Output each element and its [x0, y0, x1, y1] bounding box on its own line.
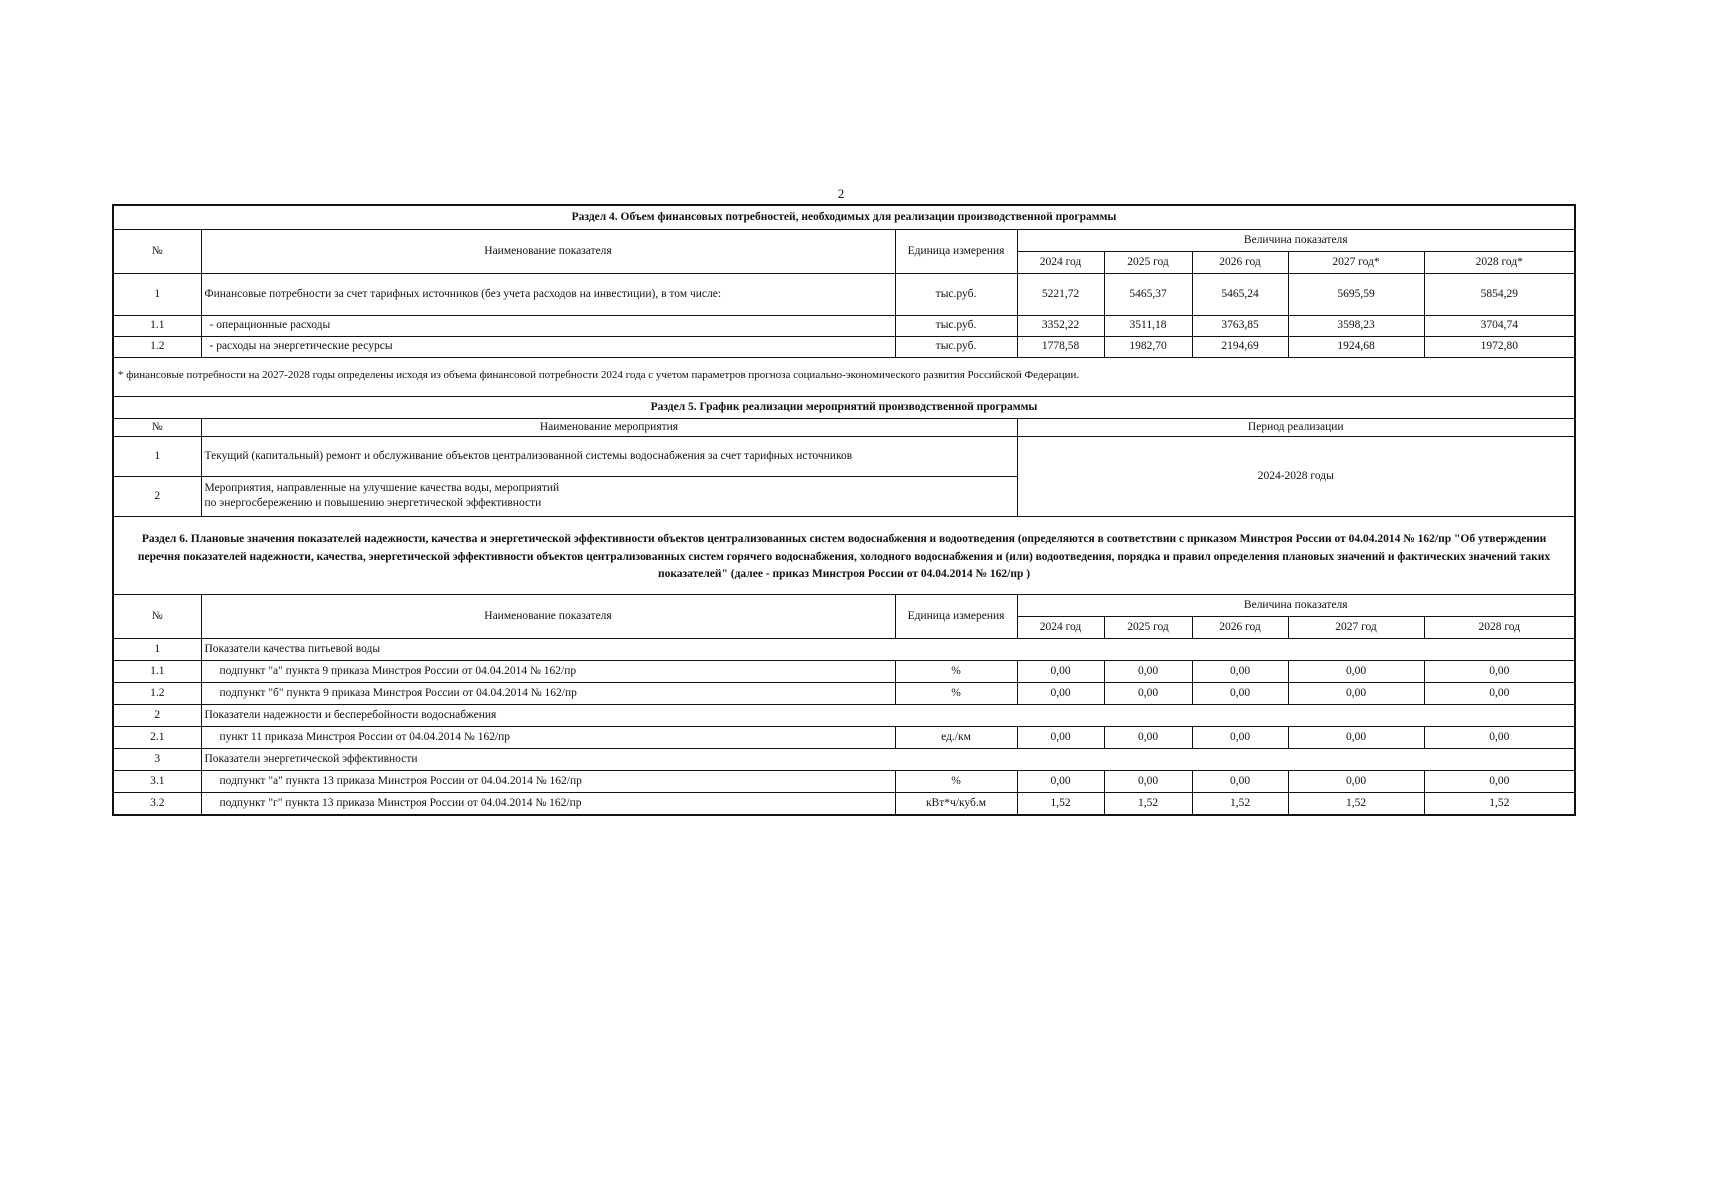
row-unit: кВт*ч/куб.м	[895, 793, 1017, 815]
row-value: 0,00	[1017, 771, 1104, 793]
row-value: 0,00	[1424, 727, 1575, 749]
row-value: 5221,72	[1017, 273, 1104, 315]
row-value: 0,00	[1288, 661, 1424, 683]
row-value: 3352,22	[1017, 315, 1104, 336]
s4-year: 2026 год	[1192, 251, 1288, 273]
group-no: 3	[113, 749, 201, 771]
row-name: подпункт "а" пункта 9 приказа Минстроя России от 04.04.2014 № 162/пр	[201, 661, 895, 683]
group-row	[113, 749, 1575, 771]
row-no: 1	[113, 273, 201, 315]
s6-year: 2026 год	[1192, 617, 1288, 639]
row-no: 1	[113, 436, 201, 476]
row-value: 1778,58	[1017, 336, 1104, 357]
group-no: 1	[113, 639, 201, 661]
group-row	[113, 705, 1575, 727]
row-unit: ед./км	[895, 727, 1017, 749]
row-value: 0,00	[1104, 727, 1192, 749]
table-row	[113, 683, 1575, 705]
row-value: 5465,37	[1104, 273, 1192, 315]
s4-header-name: Наименование показателя	[201, 229, 895, 273]
s4-header-no: №	[113, 229, 201, 273]
row-unit: тыс.руб.	[895, 336, 1017, 357]
row-no: 3.1	[113, 771, 201, 793]
s4-header-unit: Единица измерения	[895, 229, 1017, 273]
row-value: 5465,24	[1192, 273, 1288, 315]
s6-year: 2027 год	[1288, 617, 1424, 639]
s6-year: 2028 год	[1424, 617, 1575, 639]
row-value: 0,00	[1104, 771, 1192, 793]
row-no: 1.1	[113, 315, 201, 336]
s4-year: 2025 год	[1104, 251, 1192, 273]
s5-header-name: Наименование мероприятия	[201, 418, 1017, 436]
row-name-line: Мероприятия, направленные на улучшение качества воды, мероприятий	[204, 482, 560, 495]
s6-header-name: Наименование показателя	[201, 595, 895, 639]
row-value: 0,00	[1017, 683, 1104, 705]
row-name: - расходы на энергетические ресурсы	[201, 336, 895, 357]
row-value: 0,00	[1104, 683, 1192, 705]
group-name: Показатели энергетической эффективности	[201, 749, 1575, 771]
row-value: 3511,18	[1104, 315, 1192, 336]
row-value: 0,00	[1288, 683, 1424, 705]
row-unit: тыс.руб.	[895, 273, 1017, 315]
row-value: 1,52	[1192, 793, 1288, 815]
s4-header-value: Величина показателя	[1017, 229, 1575, 251]
row-value: 1,52	[1288, 793, 1424, 815]
production-program-table	[112, 204, 1576, 816]
row-name: пункт 11 приказа Минстроя России от 04.04.2014 № 162/пр	[201, 727, 895, 749]
group-name: Показатели качества питьевой воды	[201, 639, 1575, 661]
s6-year: 2024 год	[1017, 617, 1104, 639]
row-value: 0,00	[1192, 683, 1288, 705]
table-row	[113, 436, 1575, 476]
row-no: 1.2	[113, 683, 201, 705]
s5-header-no: №	[113, 418, 201, 436]
table-row	[113, 336, 1575, 357]
table-row	[113, 771, 1575, 793]
row-no: 1.2	[113, 336, 201, 357]
row-value: 1924,68	[1288, 336, 1424, 357]
row-unit: %	[895, 683, 1017, 705]
row-value: 0,00	[1017, 727, 1104, 749]
row-value: 0,00	[1288, 771, 1424, 793]
group-row	[113, 639, 1575, 661]
row-value: 0,00	[1288, 727, 1424, 749]
row-value: 1972,80	[1424, 336, 1575, 357]
row-no: 2.1	[113, 727, 201, 749]
page-number: 2	[837, 186, 845, 201]
s6-year: 2025 год	[1104, 617, 1192, 639]
row-name: Текущий (капитальный) ремонт и обслуживание объектов централизованной системы водоснабжения за счет тарифных источников	[201, 436, 1017, 476]
row-name: подпункт "г" пункта 13 приказа Минстроя России от 04.04.2014 № 162/пр	[201, 793, 895, 815]
row-value: 0,00	[1017, 661, 1104, 683]
table-row	[113, 315, 1575, 336]
row-value: 0,00	[1192, 727, 1288, 749]
row-value: 1,52	[1104, 793, 1192, 815]
row-name	[201, 476, 1017, 516]
section5-title: Раздел 5. График реализации мероприятий производственной программы	[113, 396, 1575, 418]
s4-year: 2027 год*	[1288, 251, 1424, 273]
s5-period-value: 2024-2028 годы	[1017, 436, 1575, 516]
row-value: 2194,69	[1192, 336, 1288, 357]
row-value: 1,52	[1424, 793, 1575, 815]
table-row	[113, 793, 1575, 815]
s6-header-unit: Единица измерения	[895, 595, 1017, 639]
row-value: 0,00	[1424, 661, 1575, 683]
s6-header-value: Величина показателя	[1017, 595, 1575, 617]
row-value: 1982,70	[1104, 336, 1192, 357]
table-row	[113, 273, 1575, 315]
row-name: подпункт "а" пункта 13 приказа Минстроя России от 04.04.2014 № 162/пр	[201, 771, 895, 793]
row-name: - операционные расходы	[201, 315, 895, 336]
row-value: 0,00	[1192, 771, 1288, 793]
section4-footnote: * финансовые потребности на 2027-2028 годы определены исходя из объема финансовой потребности 2024 года с учетом параметров прогноза социально-экономического развития Российской Федерации.	[113, 357, 1575, 396]
row-value: 3598,23	[1288, 315, 1424, 336]
row-value: 0,00	[1424, 683, 1575, 705]
row-unit: тыс.руб.	[895, 315, 1017, 336]
row-value: 3704,74	[1424, 315, 1575, 336]
row-value: 1,52	[1017, 793, 1104, 815]
s5-header-period: Период реализации	[1017, 418, 1575, 436]
row-value: 0,00	[1104, 661, 1192, 683]
group-no: 2	[113, 705, 201, 727]
row-no: 3.2	[113, 793, 201, 815]
table-row	[113, 661, 1575, 683]
row-value: 5854,29	[1424, 273, 1575, 315]
s6-header-no: №	[113, 595, 201, 639]
row-value: 5695,59	[1288, 273, 1424, 315]
group-name: Показатели надежности и бесперебойности водоснабжения	[201, 705, 1575, 727]
table-row	[113, 727, 1575, 749]
row-unit: %	[895, 771, 1017, 793]
row-no: 2	[113, 476, 201, 516]
section4-title: Раздел 4. Объем финансовых потребностей, необходимых для реализации производственной программы	[113, 205, 1575, 229]
s4-year: 2024 год	[1017, 251, 1104, 273]
row-name: подпункт "б" пункта 9 приказа Минстроя России от 04.04.2014 № 162/пр	[201, 683, 895, 705]
s4-year: 2028 год*	[1424, 251, 1575, 273]
row-no: 1.1	[113, 661, 201, 683]
row-value: 0,00	[1192, 661, 1288, 683]
section6-title: Раздел 6. Плановые значения показателей надежности, качества и энергетической эффективности объектов централизованных систем водоснабжения и водоотведения (определяются в соответствии с приказом Минстроя России от 04.04.2014 № 162/пр "Об утверждении перечня показателей надежности, качества, энергетической эффективности объектов централизованных систем горячего водоснабжения, холодного водоснабжения и (или) водоотведения, порядка и правил определения плановых значений и фактических значений таких показателей" (далее - приказ Минстроя России от 04.04.2014 № 162/пр )	[113, 516, 1575, 594]
row-name: Финансовые потребности за счет тарифных источников (без учета расходов на инвестиции), в том числе:	[201, 273, 895, 315]
row-value: 0,00	[1424, 771, 1575, 793]
row-name-line: по энергосбережению и повышению энергетической эффективности	[204, 497, 542, 510]
document-body	[112, 204, 1574, 816]
row-unit: %	[895, 661, 1017, 683]
row-value: 3763,85	[1192, 315, 1288, 336]
